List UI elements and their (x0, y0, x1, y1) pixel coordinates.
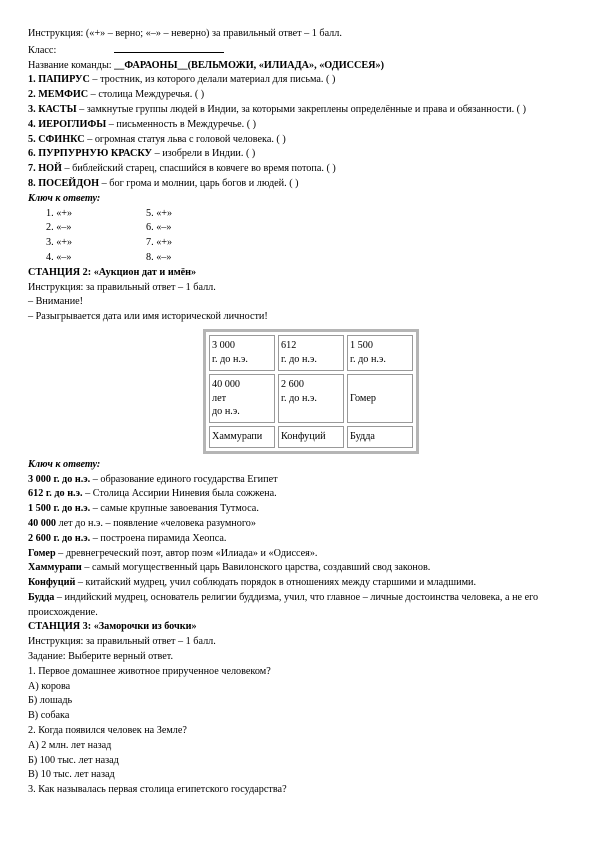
answer-term: Хаммурапи (28, 562, 82, 574)
statement-term: 6. ПУРПУРНУЮ КРАСКУ (28, 148, 153, 160)
answer-text: – китайский мудрец, учил соблюдать порядок в отношениях между старшими и младшими. (75, 577, 477, 589)
statement-term: 8. ПОСЕЙДОН (28, 177, 100, 189)
table-row (209, 374, 413, 423)
answer-term: 1 500 г. до н.э. (28, 503, 91, 515)
answer-text: – древнегреческий поэт, автор поэм «Илиада» и «Одиссея». (55, 547, 318, 559)
question-line: 2. Когда появился человек на Земле? (28, 725, 187, 737)
statement-term: 7. НОЙ (28, 163, 62, 175)
station2-title (28, 266, 573, 281)
answer-term: Будда (28, 591, 55, 603)
cell-value: Гомер (350, 392, 376, 404)
statement-item (28, 147, 573, 162)
answer-term: 40 000 (28, 517, 57, 529)
auction-table (203, 329, 419, 454)
station2-instruction: Инструкция: за правильный ответ – 1 балл. (28, 281, 216, 293)
table-row (209, 335, 413, 371)
answer-item (28, 576, 573, 591)
answer-term: 2 600 г. до н.э. (28, 532, 91, 544)
answer-term: Конфуций (28, 577, 76, 589)
answer-item (28, 561, 573, 576)
table-cell (278, 374, 344, 423)
key-item: 3. «+» (46, 237, 73, 249)
station3-title-text: СТАНЦИЯ 3: «Заморочки из бочки» (28, 621, 197, 633)
key-item: 8. «–» (146, 251, 172, 263)
table-cell (278, 335, 344, 371)
answer-text: лет до н.э. – появление «человека разумного» (56, 517, 256, 529)
instruction-line: Инструкция: («+» – верно; «–» – неверно) за правильный ответ – 1 балл. (28, 28, 342, 39)
answer-text: – построена пирамида Хеопса. (90, 532, 227, 544)
statement-item (28, 177, 573, 192)
answer-item (28, 487, 573, 502)
table-cell: Конфуций (278, 426, 344, 448)
answer-text: – самые крупные завоевания Тутмоса. (90, 503, 259, 515)
answer-text: – самый могущественный царь Вавилонского царства, создавший свод законов. (81, 562, 431, 574)
class-blank (114, 42, 224, 53)
answer-item (28, 532, 573, 547)
question-line: 3. Как называлась первая столица египетского государства? (28, 784, 287, 796)
key1-grid (46, 207, 573, 266)
cell-unit: г. до н.э. (212, 353, 248, 365)
team-label: Название команды: (28, 59, 112, 71)
station2-line2: – Разыгрывается дата или имя исторической личности! (28, 311, 268, 323)
statement-item (28, 118, 573, 133)
statement-text: – столица Междуречья. ( ) (88, 89, 205, 101)
station3-title (28, 620, 573, 635)
table-cell (209, 335, 275, 371)
answer-item (28, 473, 573, 488)
cell-value: 40 000 (212, 378, 241, 390)
statement-text: – письменность в Междуречье. ( ) (106, 118, 257, 130)
statement-term: 3. КАСТЫ (28, 103, 77, 115)
key-item: 4. «–» (46, 251, 72, 263)
answer-text: – образование единого государства Египет (90, 473, 278, 485)
statement-item (28, 133, 573, 148)
table-row (209, 426, 413, 448)
answer-term: 3 000 г. до н.э. (28, 473, 91, 485)
answer-item (28, 502, 573, 517)
cell-value: 612 (281, 339, 297, 351)
option-line: В) собака (28, 710, 70, 722)
key1-title: Ключ к ответу: (28, 192, 101, 204)
statements-list (28, 73, 573, 191)
cell-unit: лет (212, 392, 227, 404)
station2-line1: – Внимание! (28, 296, 84, 308)
table-cell (347, 374, 413, 423)
key-item: 6. «–» (146, 222, 172, 234)
statement-text: – библейский старец, спасшийся в ковчеге во время потопа. ( ) (61, 163, 336, 175)
class-line (28, 42, 573, 59)
team-options: __ФАРАОНЫ__(ВЕЛЬМОЖИ, «ИЛИАДА», «ОДИССЕЯ») (114, 59, 385, 71)
table-cell: Хаммурапи (209, 426, 275, 448)
statement-text: – замкнутые группы людей в Индии, за которыми закреплены определённые и права и обязанности. ( ) (76, 103, 527, 115)
key2-list (28, 473, 573, 621)
statement-item (28, 73, 573, 88)
cell-unit: до н.э. (212, 406, 240, 418)
team-line (28, 59, 573, 74)
answer-item (28, 517, 573, 532)
option-line: А) 2 млн. лет назад (28, 739, 112, 751)
answer-text: – индийский мудрец, основатель религии буддизма, учил, что главное – личные достоинства человека, а не его происхождение. (28, 591, 539, 618)
statement-term: 4. ИЕРОГЛИФЫ (28, 118, 107, 130)
key-item: 1. «+» (46, 207, 73, 219)
key2-title: Ключ к ответу: (28, 458, 101, 470)
cell-value: 3 000 (212, 339, 235, 351)
cell-unit: г. до н.э. (281, 392, 317, 404)
option-line: А) корова (28, 680, 71, 692)
answer-item (28, 591, 573, 621)
key-item: 5. «+» (146, 207, 173, 219)
document-page (28, 27, 573, 798)
statement-term: 5. СФИНКС (28, 133, 85, 145)
question-line: 1. Первое домашнее животное прирученное человеком? (28, 665, 271, 677)
table-cell (347, 335, 413, 371)
table-cell (209, 374, 275, 423)
cell-value: 1 500 (350, 339, 373, 351)
station2-title-text: СТАНЦИЯ 2: «Аукцион дат и имён» (28, 266, 197, 278)
statement-item (28, 162, 573, 177)
station3-instruction: Инструкция: за правильный ответ – 1 балл. (28, 636, 216, 648)
answer-term: 612 г. до н.э. (28, 488, 83, 500)
cell-unit: г. до н.э. (281, 353, 317, 365)
station3-questions (28, 665, 573, 798)
statement-text: – изобрели в Индии. ( ) (152, 148, 256, 160)
answer-item (28, 547, 573, 562)
statement-text: – тростник, из которого делали материал для письма. ( ) (89, 74, 336, 86)
statement-term: 2. МЕМФИС (28, 89, 89, 101)
option-line: В) 10 тыс. лет назад (28, 769, 115, 781)
statement-text: – огромная статуя льва с головой человека. ( ) (84, 133, 286, 145)
class-label: Класс: (28, 44, 57, 56)
statement-item (28, 103, 573, 118)
statement-item (28, 88, 573, 103)
answer-term: Гомер (28, 547, 56, 559)
cell-unit: г. до н.э. (350, 353, 386, 365)
option-line: Б) 100 тыс. лет назад (28, 754, 119, 766)
answer-text: – Столица Ассирии Ниневия была сожжена. (82, 488, 277, 500)
statement-text: – бог грома и молнии, царь богов и людей. ( ) (99, 177, 299, 189)
key-item: 7. «+» (146, 237, 173, 249)
table-cell: Будда (347, 426, 413, 448)
statement-term: 1. ПАПИРУС (28, 74, 90, 86)
key-item: 2. «–» (46, 222, 72, 234)
cell-value: 2 600 (281, 378, 304, 390)
option-line: Б) лошадь (28, 695, 73, 707)
station3-task: Задание: Выберите верный ответ. (28, 651, 173, 663)
